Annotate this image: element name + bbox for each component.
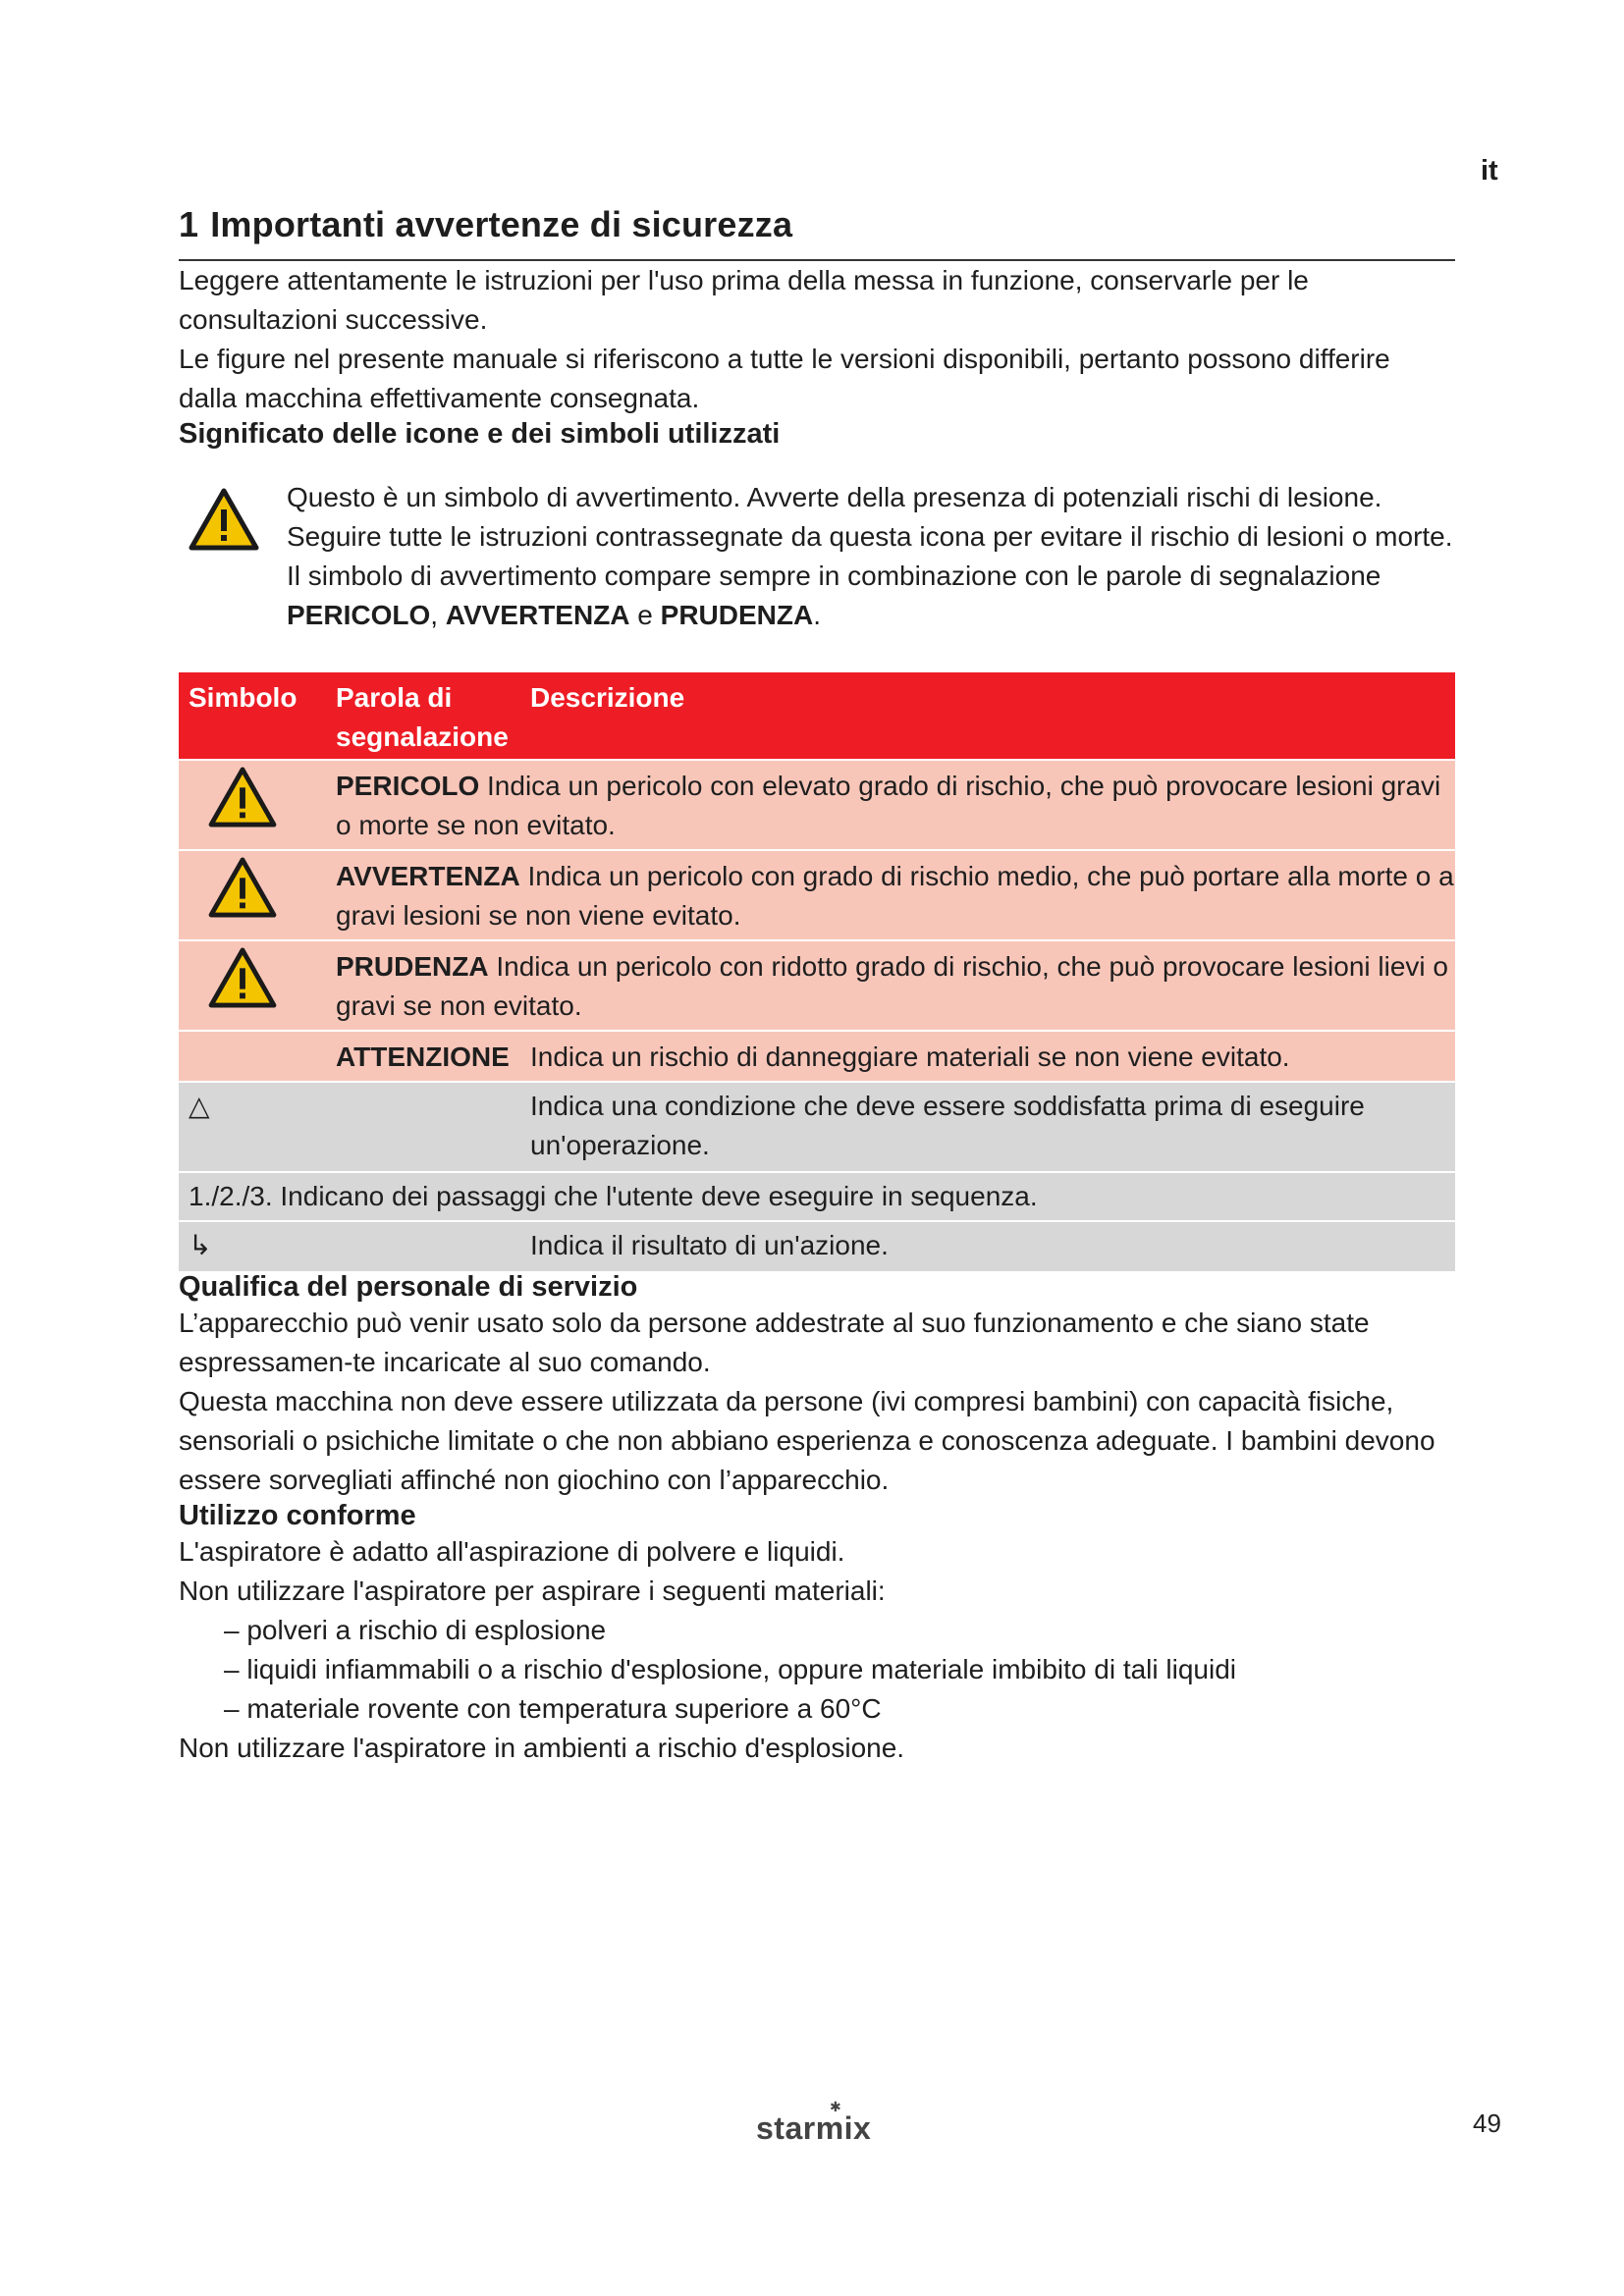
list-item: – polveri a rischio di esplosione [224,1611,1455,1650]
table-row [179,760,1455,850]
table-row [179,1031,1455,1082]
table-row [179,1082,1455,1172]
signal-word-avvertenza: AVVERTENZA [445,600,630,630]
header-symbol: Simbolo [189,682,298,713]
warning-triangle-icon [179,760,336,850]
qualification-paragraph: Questa macchina non deve essere utilizzata da persone (ivi compresi bambini) con capacità fisiche, sensoriali o psichiche limitate o che non abbiano esperienza e conoscenza adeguate. I bambini devono essere sorvegliati affinché non giochino con l’apparecchio. [179,1386,1435,1495]
logo-star-icon: ✱ [830,2099,842,2114]
row-description: Indica un pericolo con ridotto grado di rischio, che può provocare lesioni lievi o gravi se non evitato. [336,951,1449,1021]
warning-symbol-explanation [179,478,1455,635]
symbols-table [179,672,1455,1271]
header-signal-word: Parola di segnalazione [336,682,509,752]
table-row [179,940,1455,1031]
header-description: Descrizione [530,682,685,713]
row-description: Indica un pericolo con elevato grado di rischio, che può provocare lesioni gravi o morte se non evitato. [336,771,1441,840]
symbols-heading: Significato delle icone e dei simboli utilizzati [179,418,781,450]
intended-use-paragraph: Non utilizzare l'aspiratore per aspirare i seguenti materiali: [179,1575,886,1606]
row-content [336,850,1455,940]
table-header-row [179,672,1455,760]
signal-word-pericolo: PERICOLO [287,600,431,630]
language-code: it [1481,155,1498,187]
qualification-paragraph: L’apparecchio può venir usato solo da persone addestrate al suo funzionamento e che siano state espressamen-te incaricate al suo comando. [179,1308,1370,1377]
row-description: 1./2./3. Indicano dei passaggi che l'utente deve eseguire in sequenza. [189,1181,1038,1211]
warning-symbol-text [287,478,1455,635]
empty-symbol-cell [179,1031,336,1082]
row-description: Indica un rischio di danneggiare materiali se non viene evitato. [530,1041,1290,1072]
table-row [179,1172,1455,1221]
row-description: Indica un pericolo con grado di rischio medio, che può portare alla morte o a gravi lesioni se non viene evitato. [336,861,1454,931]
empty-signal-cell [336,1082,530,1172]
row-content [336,940,1455,1031]
separator: e [629,600,661,630]
section-title [179,204,1455,261]
starmix-logo [756,2099,872,2147]
prohibited-materials-list [179,1611,1455,1729]
separator: . [813,600,821,630]
section-number: 1 [179,204,199,244]
intended-use-paragraph: Non utilizzare l'aspiratore in ambienti a rischio d'esplosione. [179,1733,905,1763]
empty-signal-cell [336,1221,530,1271]
warning-triangle-icon [179,850,336,940]
signal-word: ATTENZIONE [336,1041,510,1072]
signal-word-prudenza: PRUDENZA [660,600,814,630]
list-item: – liquidi infiammabili o a rischio d'esplosione, oppure materiale imbibito di tali liquidi [224,1650,1455,1689]
warning-triangle-icon [179,478,287,635]
intended-use-heading: Utilizzo conforme [179,1500,416,1531]
warning-text-body: Questo è un simbolo di avvertimento. Avverte della presenza di potenziali rischi di lesione. Seguire tutte le istruzioni contrassegnate da questa icona per evitare il rischio di lesioni o morte. Il simbolo di avvertimento compare sempre in combinazione con le parole di segnalazione [287,482,1453,591]
qualification-heading: Qualifica del personale di servizio [179,1271,638,1303]
signal-word: AVVERTENZA [336,861,520,891]
table-row [179,850,1455,940]
signal-word: PERICOLO [336,771,480,801]
logo-text: starmix [756,2110,872,2146]
intro-paragraph: Le figure nel presente manuale si riferiscono a tutte le versioni disponibili, pertanto possono differire dalla macchina effettivamente consegnata. [179,344,1390,413]
row-description: Indica il risultato di un'azione. [530,1230,889,1260]
list-item: – materiale rovente con temperatura superiore a 60°C [224,1689,1455,1729]
signal-word: PRUDENZA [336,951,489,982]
warning-triangle-icon [179,940,336,1031]
triangle-outline-icon: △ [189,1091,210,1121]
separator: , [430,600,446,630]
page-number: 49 [1473,2109,1501,2138]
section-title-text: Importanti avvertenze di sicurezza [210,204,793,244]
intro-paragraph: Leggere attentamente le istruzioni per l'uso prima della messa in funzione, conservarle per le consultazioni successive. [179,265,1309,335]
row-description: Indica una condizione che deve essere soddisfatta prima di eseguire un'operazione. [530,1091,1365,1160]
page-content [179,204,1455,1768]
row-content [336,760,1455,850]
table-row [179,1221,1455,1271]
result-arrow-icon: ↳ [189,1230,212,1260]
intended-use-paragraph: L'aspiratore è adatto all'aspirazione di polvere e liquidi. [179,1536,845,1567]
